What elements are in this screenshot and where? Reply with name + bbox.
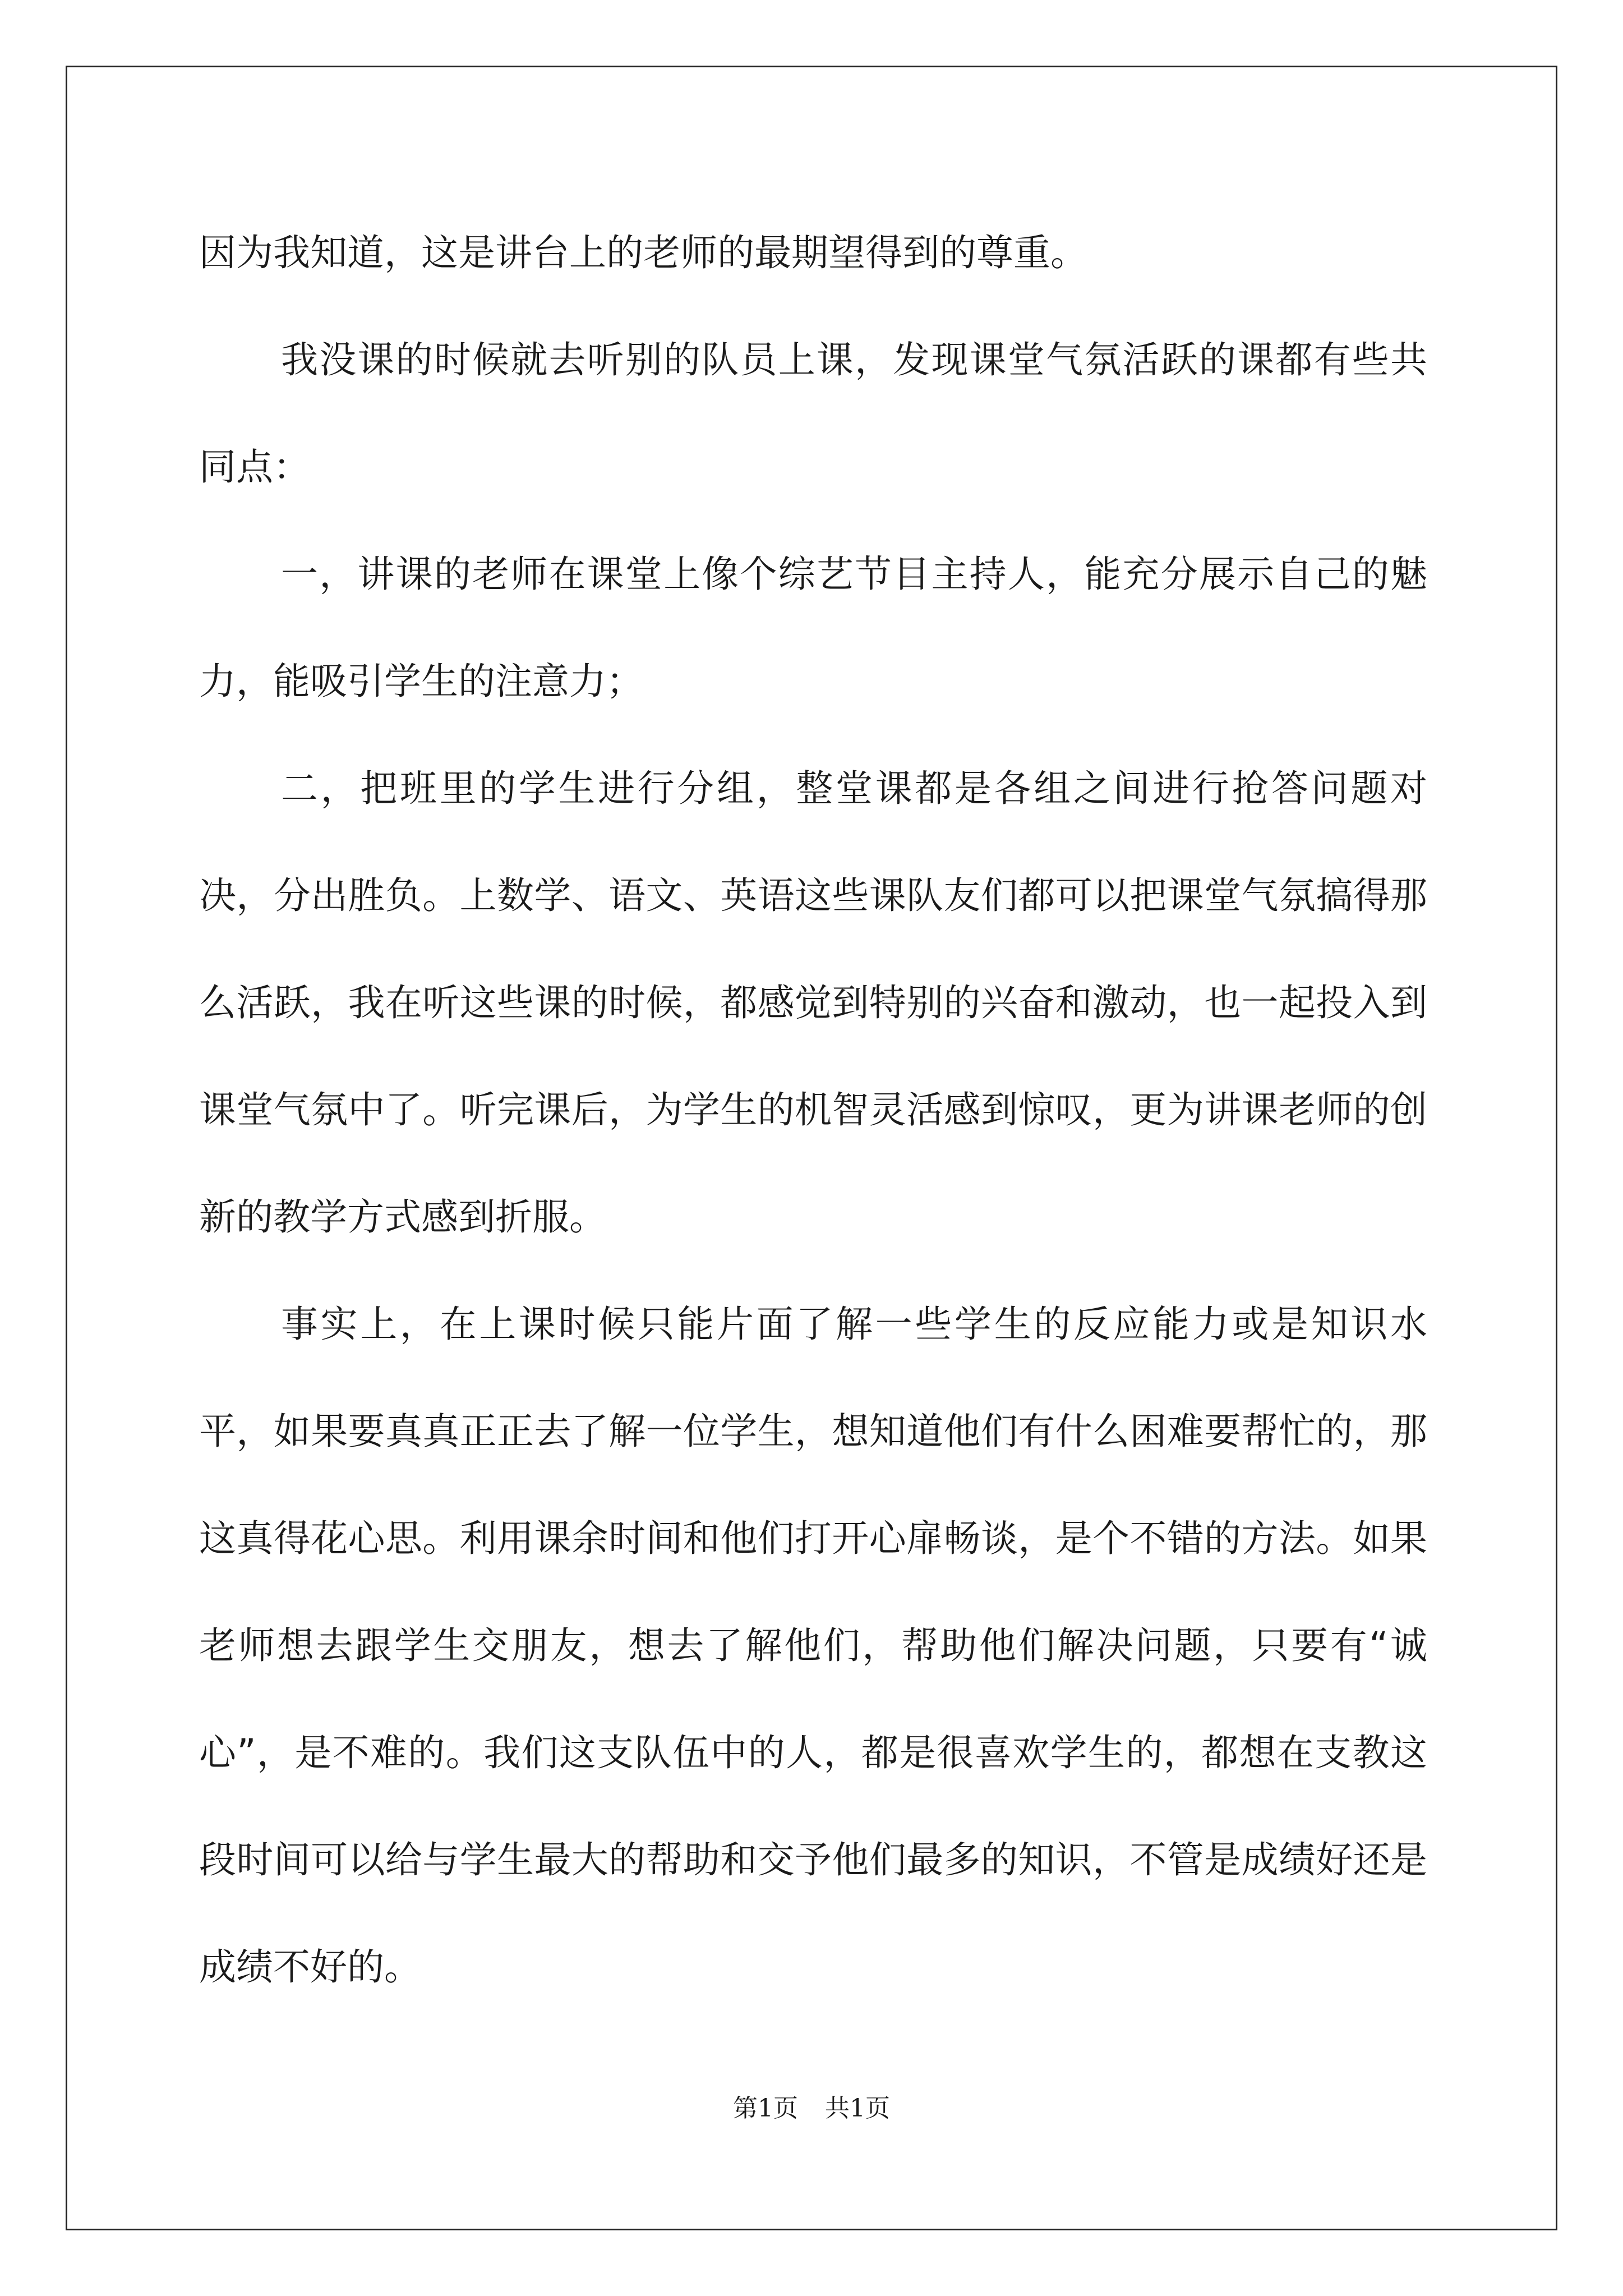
- document-body: [199, 199, 1427, 2021]
- paragraph: 一，讲课的老师在课堂上像个综艺节目主持人，能充分展示自己的魅力，能吸引学生的注意力；: [199, 553, 1427, 703]
- page-number: 第1页: [733, 2094, 798, 2123]
- paragraph: 二，把班里的学生进行分组，整堂课都是各组之间进行抢答问题对决，分出胜负。上数学、语文、英语这些课队友们都可以把课堂气氛搞得那么活跃，我在听这些课的时候，都感觉到特别的兴奋和激动，也一起投入到课堂气氛中了。听完课后，为学生的机智灵活感到惊叹，更为讲课老师的创新的教学方式感到折服。: [199, 767, 1427, 1239]
- page-footer: [0, 2088, 1623, 2124]
- paragraph: 因为我知道，这是讲台上的老师的最期望得到的尊重。: [199, 231, 1087, 274]
- paragraph: 事实上，在上课时候只能片面了解一些学生的反应能力或是知识水平，如果要真真正正去了解一位学生，想知道他们有什么困难要帮忙的，那这真得花心思。利用课余时间和他们打开心扉畅谈，是个不错的方法。如果老师想去跟学生交朋友，想去了解他们，帮助他们解决问题，只要有“诚心”，是不难的。我们这支队伍中的人，都是很喜欢学生的，都想在支教这段时间可以给与学生最大的帮助和交予他们最多的知识，不管是成绩好还是成绩不好的。: [199, 1303, 1427, 1989]
- page-total: 共1页: [825, 2094, 890, 2123]
- paragraph: 我没课的时候就去听别的队员上课，发现课堂气氛活跃的课都有些共同点：: [199, 338, 1427, 489]
